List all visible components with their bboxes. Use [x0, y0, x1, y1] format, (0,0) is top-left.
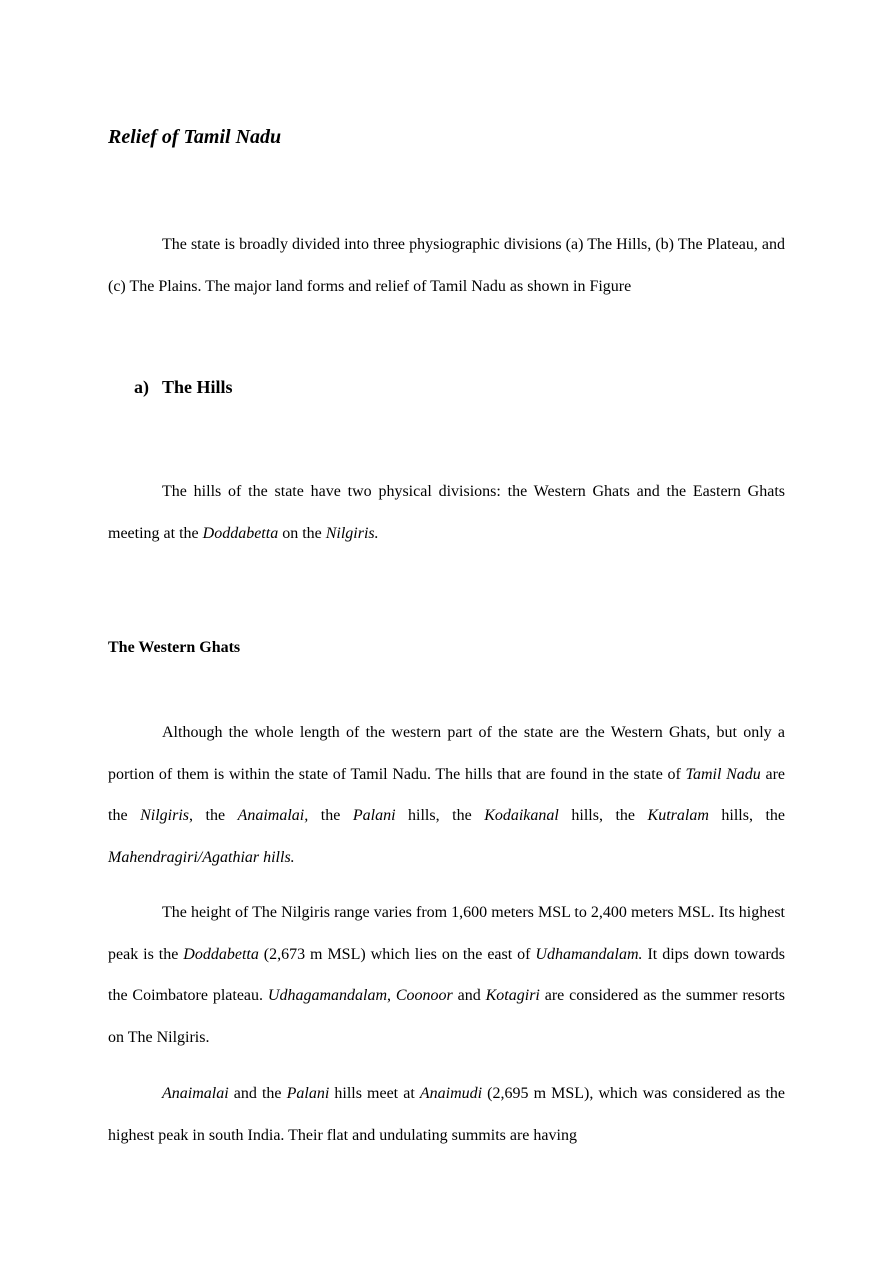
italic-term: Nilgiris — [140, 807, 189, 824]
section-label: The Hills — [162, 377, 233, 397]
italic-term: Tamil Nadu — [685, 765, 761, 783]
subheading-western-ghats: The Western Ghats — [108, 639, 241, 656]
italic-term: Palani — [352, 807, 396, 824]
italic-term: Udhamandalam. — [535, 945, 643, 963]
text-run: and the — [228, 1085, 287, 1102]
italic-term: Kodaikanal — [484, 807, 559, 824]
hills-paragraph — [108, 471, 785, 554]
italic-term: Doddabetta — [202, 524, 279, 542]
italic-term: Udhagamandalam — [267, 987, 387, 1004]
text-run: hills, the — [395, 807, 485, 824]
italic-term: Kutralam — [647, 807, 709, 824]
text-run: (2,695 m MSL), which was considered as the highest peak in south India. Their flat and undulating summits are having — [108, 1085, 785, 1144]
text-run: hills meet at — [329, 1085, 420, 1102]
italic-term: Nilgiris. — [325, 524, 379, 542]
italic-term: Doddabetta — [183, 945, 259, 963]
section-heading-hills — [134, 377, 233, 398]
italic-term: Coonoor — [395, 987, 453, 1004]
italic-term: Anaimudi — [419, 1085, 483, 1102]
western-ghats-paragraph — [108, 712, 785, 878]
text-run: the — [308, 807, 353, 824]
text-run: and — [452, 987, 486, 1004]
text-run: , — [387, 987, 396, 1004]
section-marker: a) — [134, 377, 149, 397]
nilgiris-paragraph — [108, 892, 785, 1058]
text-run: hills, the — [558, 807, 648, 824]
text-run: hills, the — [708, 807, 786, 824]
text-run: , the — [188, 807, 238, 824]
text-run: It dips down towards the Coimbatore plateau. — [108, 945, 785, 1004]
intro-paragraph: The state is broadly divided into three physiographic divisions (a) The Hills, (b) The Plateau, and (c) The Plains. The major land forms and relief of Tamil Nadu as shown in Figure — [108, 236, 785, 295]
page-title: Relief of Tamil Nadu — [108, 126, 282, 148]
italic-term: Anaimalai — [162, 1085, 229, 1102]
italic-term: Palani — [286, 1085, 330, 1102]
text-run: (2,673 m MSL) which lies on the east of — [258, 945, 536, 963]
text-run: The height of The Nilgiris range varies from 1,600 meters MSL to 2,400 meters MSL. Its highest peak is the — [108, 904, 785, 963]
text-run: on the — [278, 524, 326, 542]
text-run: are the — [108, 765, 786, 824]
italic-term: Mahendragiri/Agathiar hills. — [108, 848, 295, 866]
italic-term: Anaimalai, — [237, 807, 309, 824]
anaimalai-paragraph — [108, 1073, 785, 1156]
text-run: are considered as the summer resorts on The Nilgiris. — [108, 987, 785, 1046]
italic-term: Kotagiri — [485, 987, 540, 1004]
text-run: The hills of the state have two physical divisions: the Western Ghats and the Eastern Ghats meeting at the — [108, 483, 785, 542]
text-run: Although the whole length of the western part of the state are the Western Ghats, but only a portion of them is within the state of Tamil Nadu. The hills that are found in the state of — [108, 724, 785, 783]
